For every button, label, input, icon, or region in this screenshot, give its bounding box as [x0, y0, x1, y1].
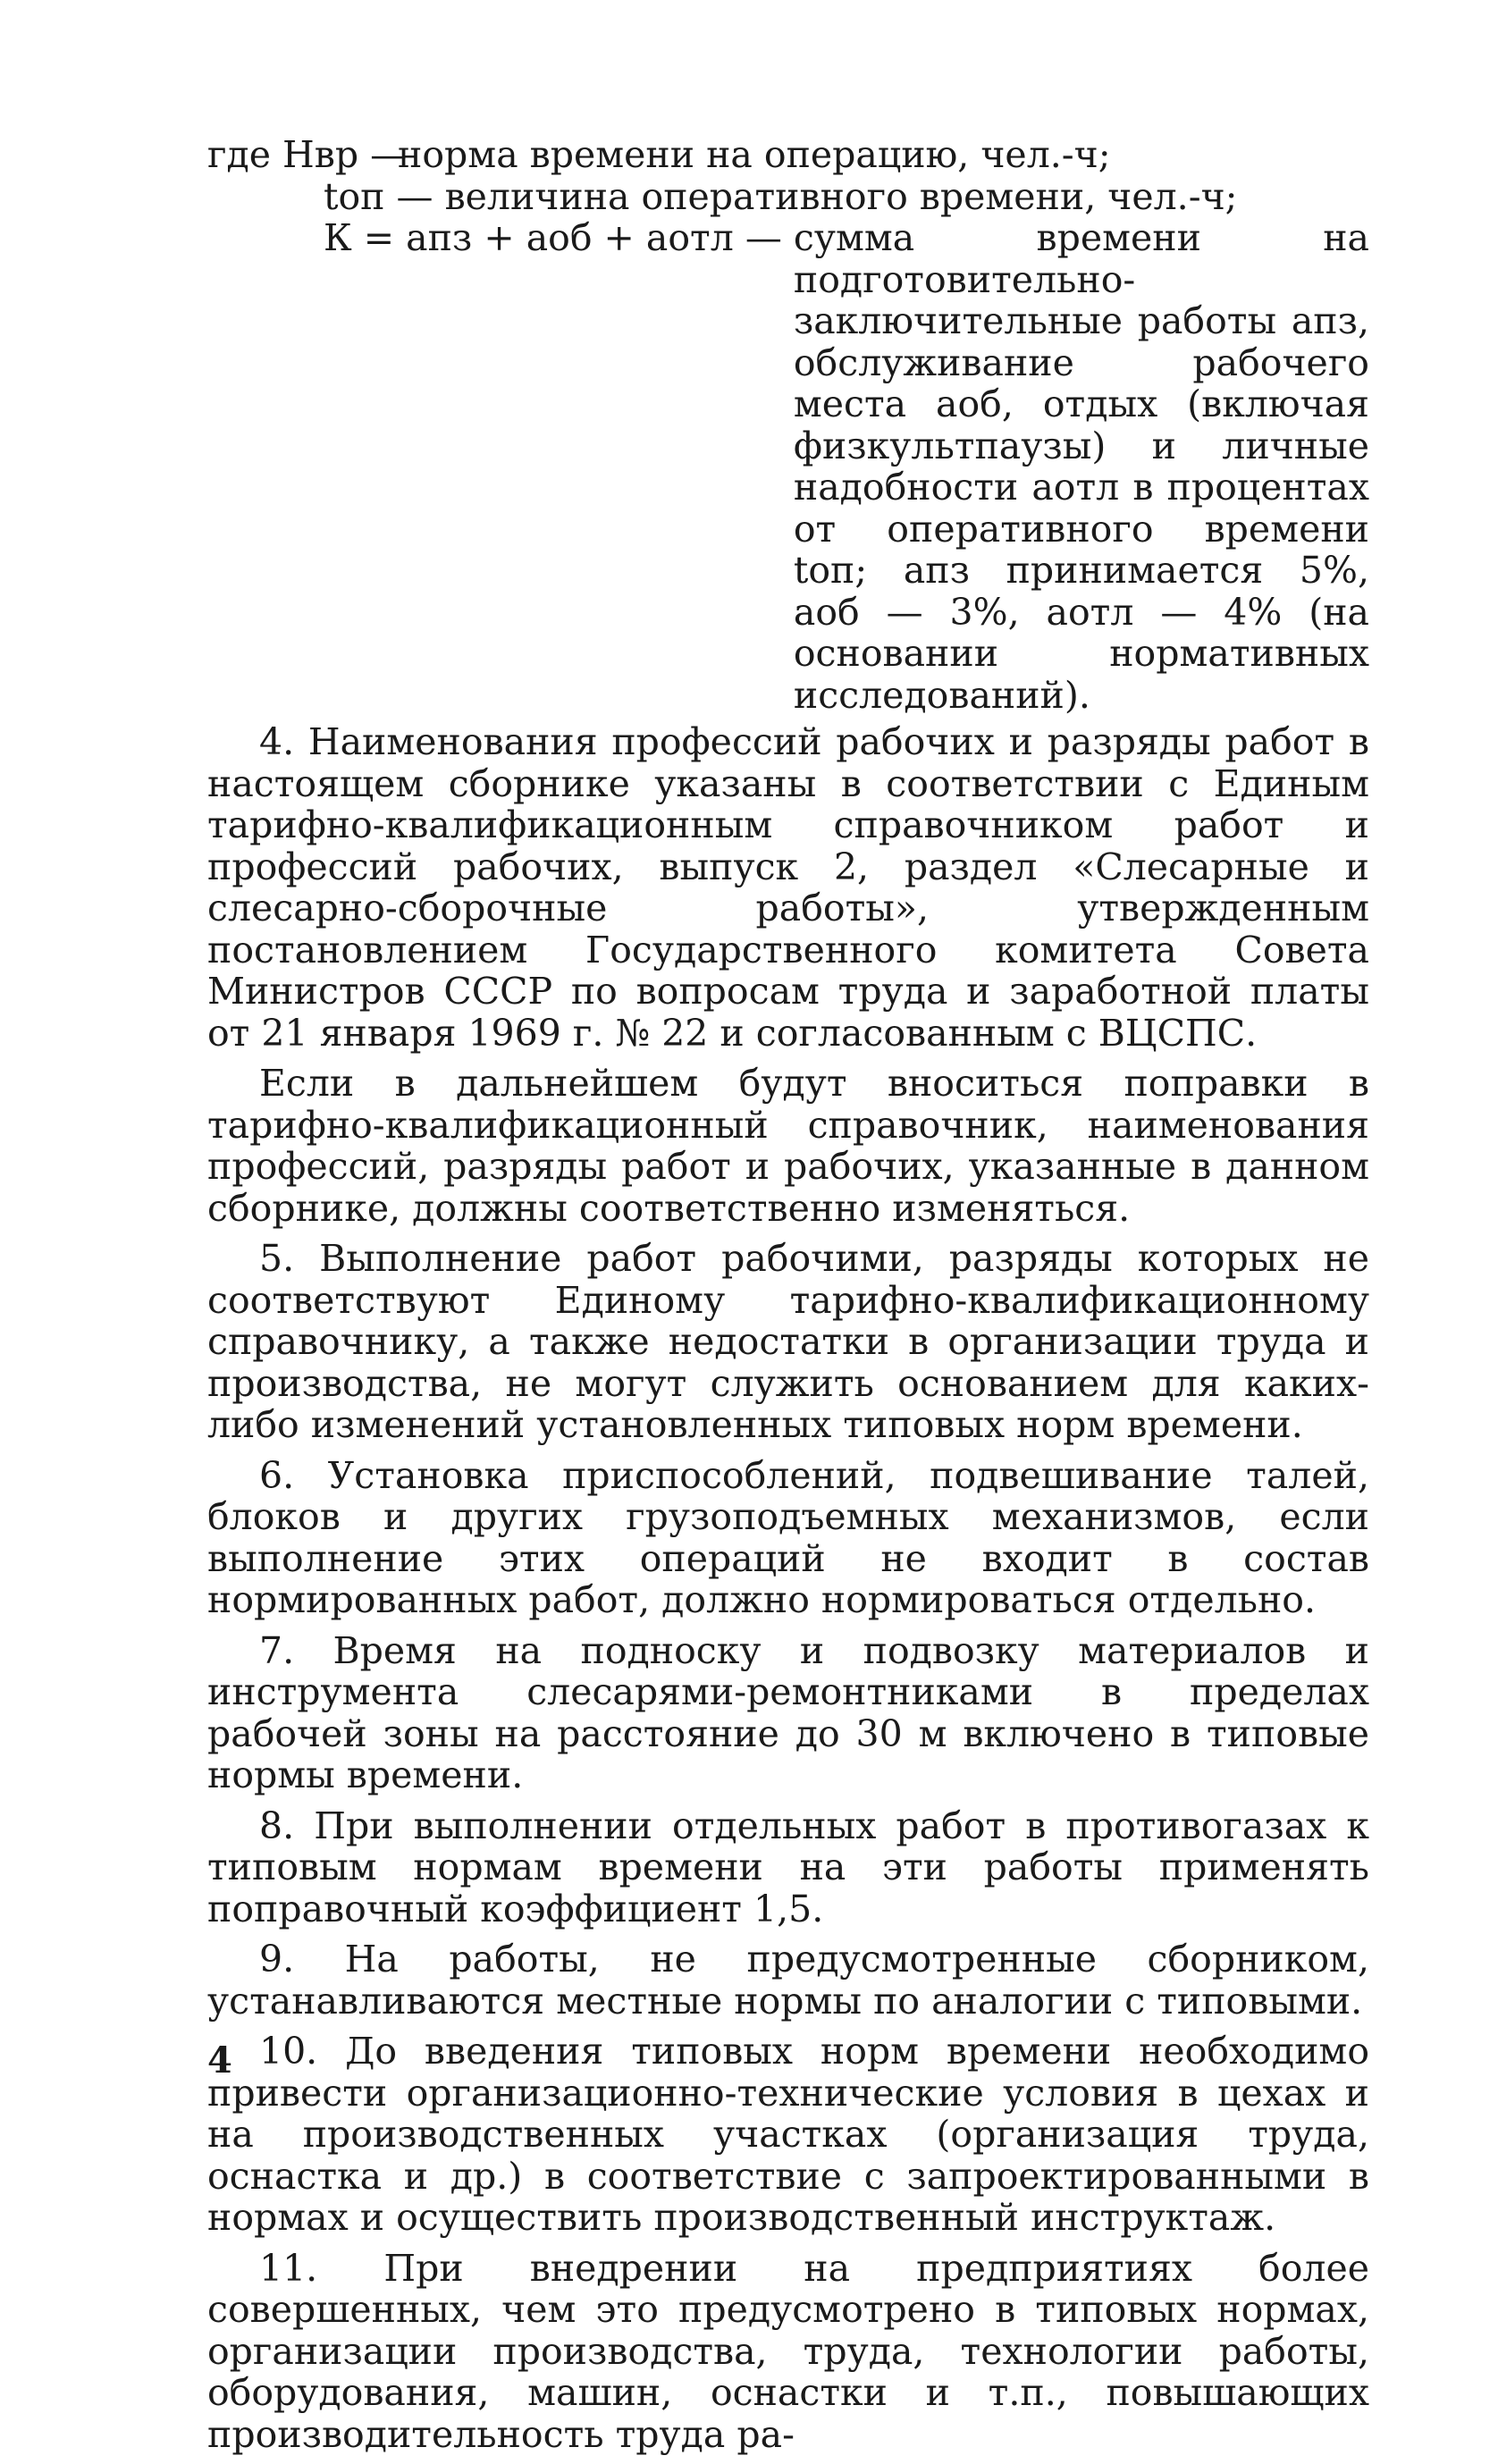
paragraph-text: Наименования профессий рабочих и разряды работ в настоящем сборнике указаны в соответствии с Единым тарифно-квалификационным справочником работ и профессий рабочих, выпуск 2, раздел «Слесарные и слесарно-сборочные работы», утвержденным постановлением Государственного комитета Совета Министров СССР по вопросам труда и заработной платы от 21 января 1969 г. № 22 и согласованным с ВЦСПС. [207, 720, 1369, 1055]
paragraph-number: 5. [259, 1237, 295, 1280]
paragraph-11 [207, 2248, 1369, 2456]
definition-symbol: где Нвр — [207, 133, 408, 176]
paragraph-8 [207, 1805, 1369, 1930]
paragraph-number: 7. [259, 1628, 295, 1672]
paragraph-number: 8. [259, 1804, 295, 1847]
page-number: 4 [207, 2039, 232, 2081]
paragraph-number: 9. [259, 1938, 295, 1980]
paragraph-text: На работы, не предусмотренные сборником, устанавливаются местные нормы по аналогии с типовыми. [207, 1938, 1369, 2022]
definition-symbol: К = апз + аоб + аотл — [324, 216, 782, 259]
definition-text: сумма времени на подготовительно-заключительные работы апз, обслуживание рабочего места аоб, отдых (включая физкультпаузы) и личные надобности аотл в процентах от оперативного времени tоп; апз принимается 5%, аоб — 3%, аотл — 4% (на основании нормативных исследований). [793, 216, 1369, 717]
paragraph-7 [207, 1630, 1369, 1796]
paragraph-text: При выполнении отдельных работ в противогазах к типовым нормам времени на эти работы применять поправочный коэффициент 1,5. [207, 1804, 1369, 1930]
main-text [207, 134, 1369, 2464]
paragraph-text: При внедрении на предприятиях более совершенных, чем это предусмотрено в типовых нормах, организации производства, труда, технологии работы, оборудования, машин, оснастки и т.п., повышающих производительность труда ра- [207, 2246, 1369, 2456]
definition-text: норма времени на операцию, чел.-ч; [398, 133, 1111, 176]
paragraph-number: 10. [259, 2030, 318, 2073]
formula-definitions [207, 134, 1369, 716]
paragraph-number: 6. [259, 1453, 295, 1497]
paragraph-text: Время на подноску и подвозку материалов и инструмента слесарями-ремонтниками в пределах рабочей зоны на расстояние до 30 м включено в типовые нормы времени. [207, 1628, 1369, 1796]
paragraph-number: 11. [259, 2246, 318, 2290]
paragraph-number: 4. [259, 720, 295, 763]
paragraph-4 [207, 721, 1369, 1054]
definition-symbol: tоп — [324, 174, 433, 218]
paragraph-text: До введения типовых норм времени необходимо привести организационно-технические условия в цехах и на производственных участках (организация труда, оснастка и др.) в соответствие с запроектированными в нормах и осуществить производственный инструктаж. [207, 2030, 1369, 2239]
paragraph-text: Выполнение работ рабочими, разряды которых не соответствуют Единому тарифно-квалификационному справочнику, а также недостатки в организации труда и производства, не могут служить основанием для каких-либо изменений установленных типовых норм времени. [207, 1237, 1369, 1446]
paragraph-9 [207, 1938, 1369, 2022]
definition-row [207, 134, 1369, 176]
definition-text: величина оперативного времени, чел.-ч; [444, 174, 1238, 218]
paragraph-5 [207, 1238, 1369, 1446]
paragraph-text: Установка приспособлений, подвешивание талей, блоков и других грузоподъемных механизмов, если выполнение этих операций не входит в состав нормированных работ, должно нормироваться отдельно. [207, 1453, 1369, 1621]
definition-row [207, 176, 1369, 218]
paragraph-6 [207, 1455, 1369, 1621]
definition-row [207, 217, 1369, 716]
paragraph-text: Если в дальнейшем будут вноситься поправки в тарифно-квалификационный справочник, наименования профессий, разряды работ и рабочих, указанные в данном сборнике, должны соответственно изменяться. [207, 1062, 1369, 1230]
paragraph-10 [207, 2031, 1369, 2239]
paragraph-4-continued [207, 1063, 1369, 1229]
